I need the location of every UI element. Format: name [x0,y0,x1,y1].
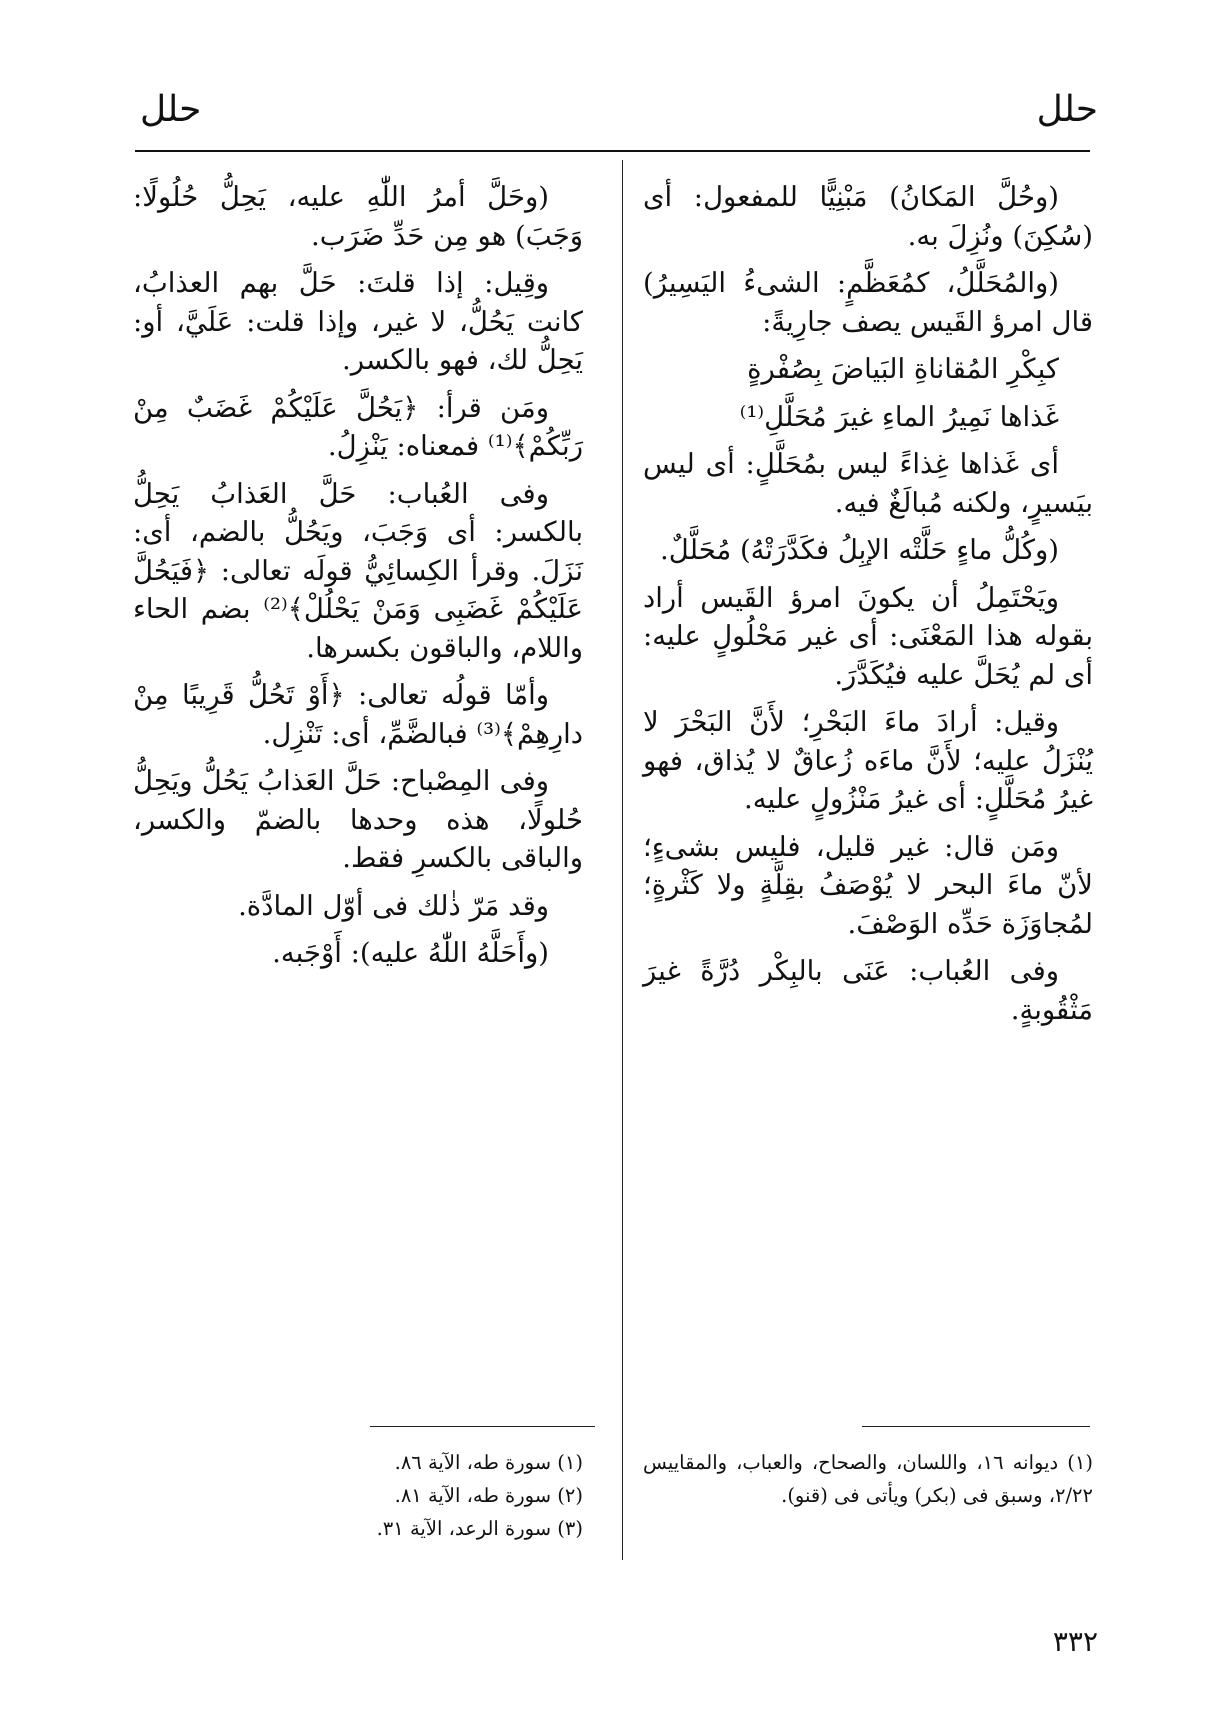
header-keyword-left: حلل [140,89,202,130]
paragraph: (وأَحَلَّهُ اللّٰهُ عليه): أَوْجَبه. [272,937,549,969]
paragraph: ومَن قال: غير قليل، فليس بشىءٍ؛ لأنّ ماءَ البحر لا يُوْصَفُ بقِلَّةٍ ولا كَثْرةٍ؛ لمُجاوَزَة حَدِّه الوَصْفَ. [643,830,1093,940]
footnotes-right [643,1446,1093,1512]
header-rule [135,150,1090,152]
paragraph: وقيل: أرادَ ماءَ البَحْرِ؛ لأَنَّ البَحْرَ لا يُنْزَلُ عليه؛ لأَنَّ ماءَه زُعاقٌ لا يُذاق، فهو غيرُ مُحَلَّلٍ: أى غيرُ مَنْزُولٍ عليه. [643,706,1093,815]
paragraph: أى غَذاها غِذاءً ليس بمُحَلَّلٍ: أى ليس بيَسيرٍ، ولكنه مُبالَغٌ فيه. [643,448,1093,519]
footnotes-left [133,1446,583,1545]
paragraph: (وحُلَّ المَكانُ) مَبْنِيًّا للمفعول: أى (سُكِنَ) ونُزِلَ به. [643,181,1093,252]
footnote: (١) سورة طه، الآية ٨٦. [394,1451,583,1474]
paragraph: وأمّا قولُه تعالى: ﴿أَوْ تَحُلُّ قَرِيبًا مِنْ دارِهِمْ﴾⁽³⁾ فبالضَّمِّ، أى: تَنْزِل. [133,679,583,750]
right-column [643,178,1093,1038]
paragraph: وقد مَرّ ذٰلك فى أوّل المادَّة. [238,889,549,922]
footnote-rule-left [370,1426,595,1427]
footnote-rule-right [862,1426,1090,1427]
footnote: (٣) سورة الرعد، الآية ٣١. [376,1517,583,1540]
paragraph: (وكُلُّ ماءٍ حَلَّتْه الإبِلُ فكَدَّرَتْهُ) مُحَلَّلٌ. [660,534,1059,566]
paragraph: وفى العُباب: عَنَى بالبِكْر دُرَّةً غيرَ مَثْقُوبةٍ. [643,955,1093,1026]
paragraph: ومَن قرأ: ﴿يَحُلَّ عَلَيْكُمْ غَضَبٌ مِنْ رَبِّكُمْ﴾⁽¹⁾ فمعناه: يَنْزِلُ. [133,391,583,462]
verse-line: غَذاها نَمِيرُ الماءِ غيرَ مُحَلَّلِ⁽¹⁾ [739,400,1059,433]
page-number: ٣٣٢ [1052,1625,1098,1658]
left-column [133,178,583,982]
paragraph: ويَحْتَمِلُ أن يكونَ امرؤ القَيس أراد بقوله هذا المَعْنَى: أى غير مَحْلُولٍ عليه: أى لم يُحَلَّ عليه فيُكَدَّرَ. [643,581,1093,691]
paragraph: وفى العُباب: حَلَّ العَذابُ يَحِلُّ بالكسر: أى وَجَبَ، ويَحُلُّ بالضم، أى: نَزَلَ. وقرأ الكِسائِيُّ قولَه تعالى: ﴿فَيَحُلَّ عَلَيْكُمْ غَضَبِى وَمَنْ يَحْلُلْ﴾⁽²⁾ بضم الحاء واللام، والباقون بكسرها. [133,477,583,664]
footnote: (١) ديوانه ١٦، واللسان، والصحاح، والعباب، والمقاييس ٢/٢٢، وسبق فى (بكر) ويأتى فى (قنو). [643,1451,1093,1507]
verse-line: كبِكْرِ المُقاناةِ البَياضَ بِصُفْرةٍ [747,353,1059,385]
paragraph: (وحَلَّ أمرُ اللّٰهِ عليه، يَحِلُّ حُلُولًا: وَجَبَ) هو مِن حَدِّ ضَرَب. [133,181,583,252]
paragraph: وفى المِصْباح: حَلَّ العَذابُ يَحُلُّ ويَحِلُّ حُلولًا، هذه وحدها بالضمّ والكسر، والباقى بالكسرِ فقط. [133,765,583,874]
paragraph: (والمُحَلَّلُ، كمُعَظَّمٍ: الشىءُ اليَسِيرُ) قال امرؤ القَيس يصف جارِيةً: [643,267,1093,338]
paragraph: وقِيل: إذا قلتَ: حَلَّ بهم العذابُ، كانت يَحُلُّ، لا غير، وإذا قلت: عَلَيَّ، أو: يَحِلُّ لك، فهو بالكسر. [133,267,583,376]
header-keyword-right: حلل [1036,89,1098,130]
column-divider [622,160,623,1560]
footnote: (٢) سورة طه، الآية ٨١. [394,1484,583,1507]
